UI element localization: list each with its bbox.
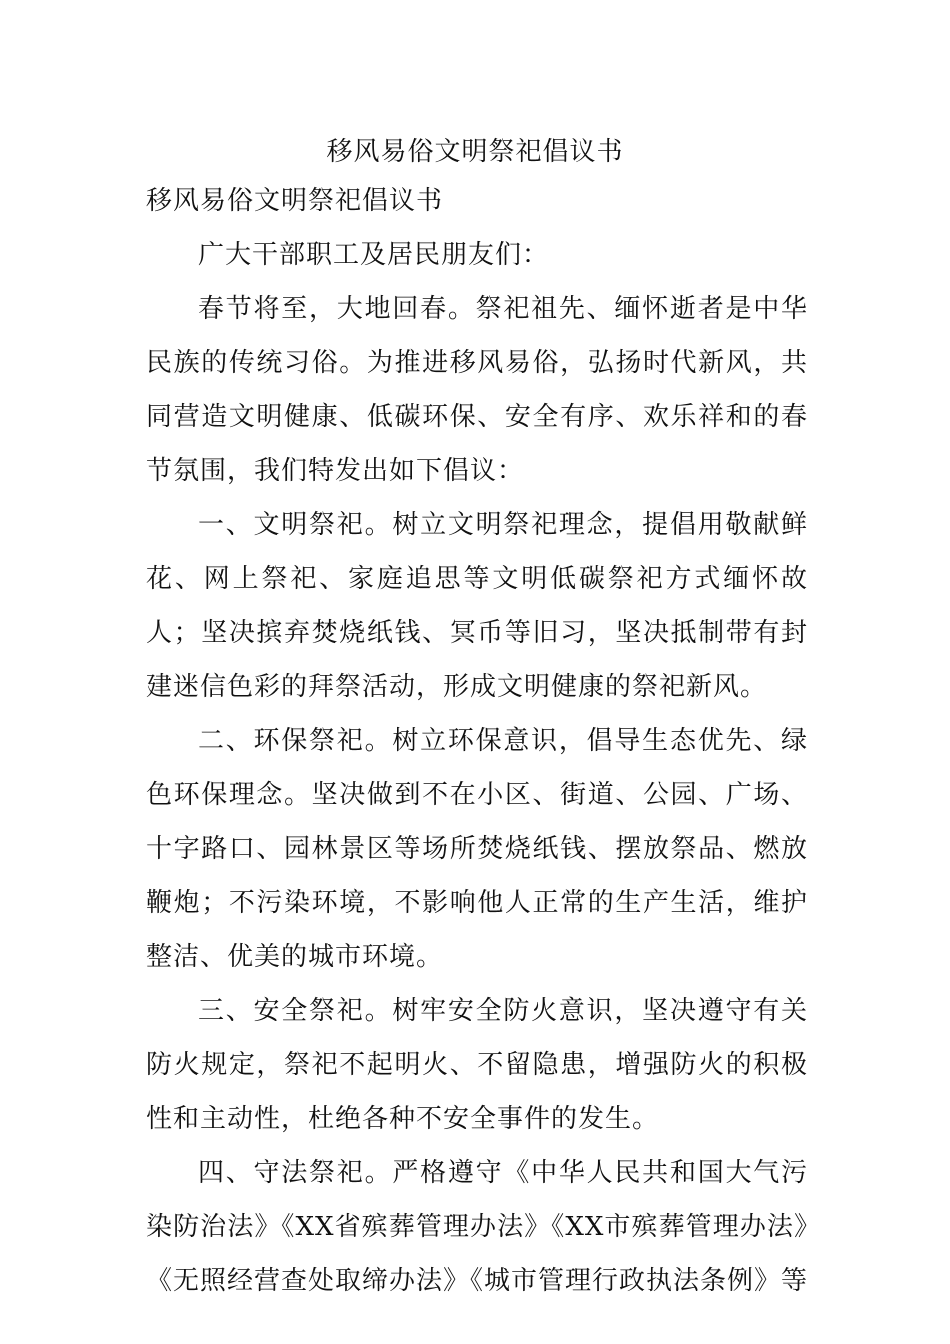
greeting: 广大干部职工及居民朋友们： xyxy=(198,240,550,270)
document-subtitle: 移风易俗文明祭祀倡议书 xyxy=(146,186,444,216)
page-title: 移风易俗文明祭祀倡议书 xyxy=(326,137,624,167)
paragraph-lawful-sacrifice: 四、守法祭祀。严格遵守《中华人民共和国大气污染防治法》《XX省殡葬管理办法》《XX市殡葬管理办法》《无照经营查处取缔办法》《城市管理行政执法条例》等 xyxy=(146,1158,809,1296)
paragraph-eco-sacrifice: 二、环保祭祀。树立环保意识，倡导生态优先、绿色环保理念。坚决做到不在小区、街道、公园、广场、十字路口、园林景区等场所焚烧纸钱、摆放祭品、燃放鞭炮；不污染环境，不影响他人正常的生产生活，维护整洁、优美的城市环境。 xyxy=(146,726,808,972)
paragraph-safe-sacrifice: 三、安全祭祀。树牢安全防火意识，坚决遵守有关防火规定，祭祀不起明火、不留隐患，增强防火的积极性和主动性，杜绝各种不安全事件的发生。 xyxy=(146,996,808,1134)
paragraph-civilized-sacrifice: 一、文明祭祀。树立文明祭祀理念，提倡用敬献鲜花、网上祭祀、家庭追思等文明低碳祭祀方式缅怀故人；坚决摈弃焚烧纸钱、冥币等旧习，坚决抵制带有封建迷信色彩的拜祭活动，形成文明健康的祭祀新风。 xyxy=(146,510,808,702)
paragraph-intro: 春节将至，大地回春。祭祀祖先、缅怀逝者是中华民族的传统习俗。为推进移风易俗，弘扬时代新风，共同营造文明健康、低碳环保、安全有序、欢乐祥和的春节氛围，我们特发出如下倡议： xyxy=(146,294,808,486)
document-body xyxy=(146,228,808,1308)
